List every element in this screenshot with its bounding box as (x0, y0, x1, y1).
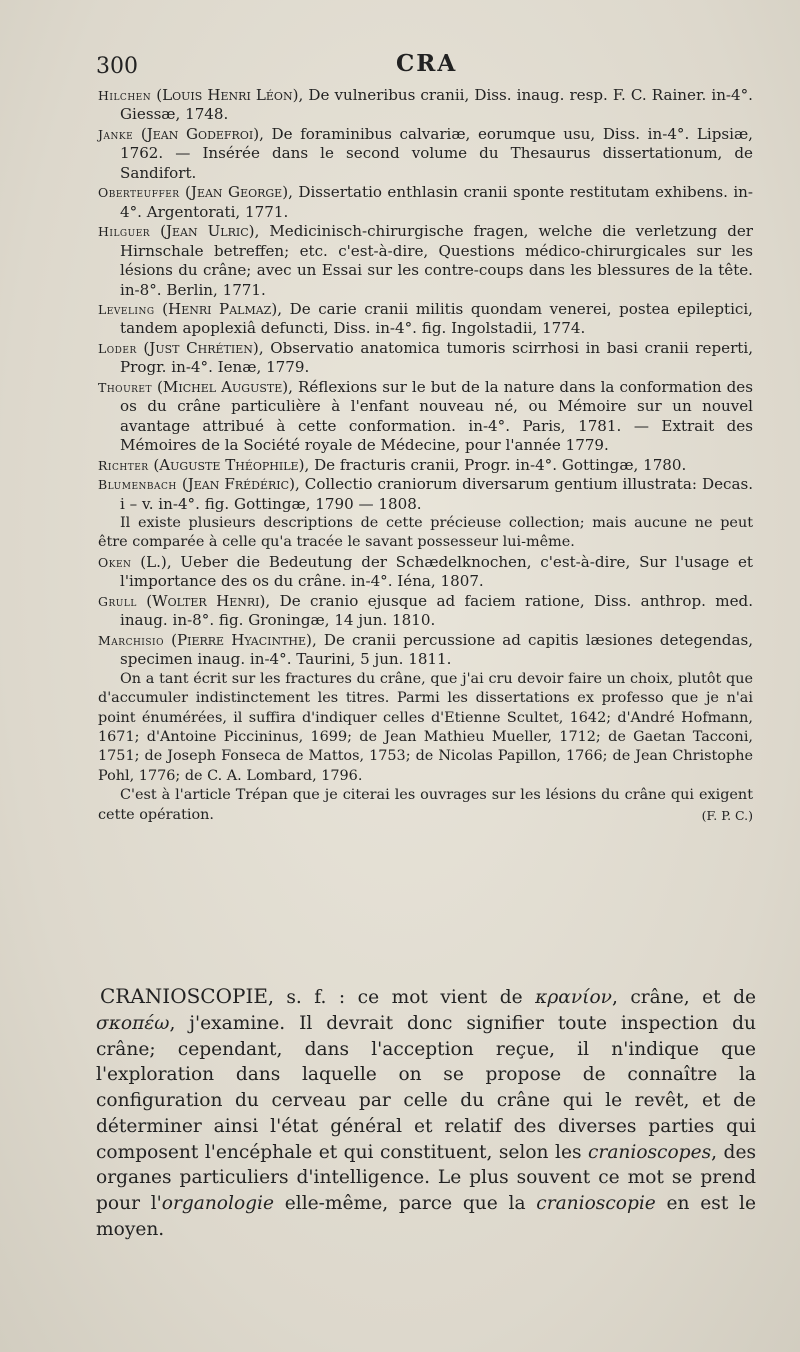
bibliography-entry (98, 125, 753, 183)
author-forename: (Jean Frédéric) (181, 475, 295, 494)
entry-text: , Medicinisch-chirurgische fragen, welche die verletzung der Hirnschale betreffen; etc. c'est-à-dire, Questions médico-chirurgicales sur les lésions du crâne; avec un Essai sur les contre-coups dans les blessures de la tête. in-8°. Berlin, 1771. (120, 222, 754, 299)
article-text-3: , j'examine. Il devrait donc signifier toute inspection du crâne; cependant, dans l'acception reçue, il n'indique que l'exploration dans laquelle on se propose de connaître la configuration du cerveau par celle du crâne qui le revêt, et de déterminer ainsi l'état général et relatif des diverses parties qui composent l'encéphale et qui constituent, selon les (96, 1012, 756, 1163)
author-surname: Thouret (98, 379, 152, 395)
author-forename: (L.) (140, 552, 167, 571)
article-text-2: , crâne, et de (611, 987, 756, 1008)
bibliography-entry (98, 553, 753, 592)
greek-word-2: σκοπέω (96, 1012, 170, 1034)
greek-word-1: κρανίον (535, 987, 612, 1008)
author-surname: Grull (98, 593, 137, 609)
closing-note-2 (98, 786, 753, 825)
blumenbach-note: Il existe plusieurs descriptions de cette précieuse collection; mais aucune ne peut être comparée à celle qu'a tracée le savant possesseur lui-même. (98, 514, 753, 551)
cranioscopie-article (96, 984, 756, 1243)
author-surname: Hilguer (98, 224, 151, 240)
closing-note-1: On a tant écrit sur les fractures du crâne, que j'ai cru devoir faire un choix, plutôt que d'accumuler indistinctement les titres. Parmi les dissertations ex professo que je n'ai point énumérées, il suffira d'indiquer celles d'Etienne Scultet, 1642; d'André Hofmann, 1671; d'Antoine Piccininus, 1699; de Jean Mathieu Mueller, 1712; de Gaetan Tacconi, 1751; de Joseph Fonseca de Mattos, 1753; de Nicolas Papillon, 1766; de Jean Christophe Pohl, 1776; de C. A. Lombard, 1796. (98, 670, 753, 784)
bibliography-entry (98, 222, 753, 300)
bibliography-entry (98, 339, 753, 378)
entry-text: , Réflexions sur le but de la nature dans la conformation des os du crâne particulière à l'enfant nouveau né, ou Mémoire sur un nouvel avantage attribué à cette conformation. in-4°. Paris, 1781. — Extrait des Mémoires de la Société royale de Médecine, pour l'année 1779. (120, 377, 753, 455)
author-forename: (Just Chrétien) (143, 338, 259, 357)
author-surname: Oken (98, 554, 132, 570)
entry-text: , Ueber die Bedeutung der Schædelknochen, c'est-à-dire, Sur l'usage et l'importance des os du crâne. in-4°. Iéna, 1807. (120, 552, 753, 591)
article-text-1: , s. f. : ce mot vient de (267, 987, 536, 1008)
author-forename: (Michel Auguste) (157, 377, 289, 396)
running-head: CRA (396, 50, 458, 77)
entry-text: , Collectio craniorum diversarum gentium illustrata: Decas. i – v. in-4°. fig. Gottingæ, 1790 — 1808. (120, 475, 753, 513)
entry-text: , De fracturis cranii, Progr. in-4°. Gottingæ, 1780. (304, 455, 687, 474)
headword: CRANIOSCOPIE (100, 984, 268, 1008)
italic-organologie: organologie (161, 1193, 274, 1214)
entry-text: , Dissertatio enthlasin cranii sponte restitutam exhibens. in-4°. Argentorati, 1771. (120, 183, 753, 221)
author-forename: (Auguste Théophile) (153, 455, 305, 474)
author-forename: (Louis Henri Léon) (156, 86, 299, 104)
entry-text: , De cranio ejusque ad faciem ratione, Diss. anthrop. med. inaug. in-8°. fig. Groningæ, 14 jun. 1810. (120, 591, 753, 630)
author-forename: (Pierre Hyacinthe) (171, 630, 312, 649)
italic-cranioscopes: cranioscopes (588, 1141, 712, 1163)
bibliography-entry (98, 456, 753, 475)
bibliography-entry (98, 378, 753, 456)
bibliography-entry (98, 475, 753, 514)
author-forename: (Wolter Henri) (146, 591, 266, 610)
author-surname: Richter (98, 457, 149, 473)
entry-text: , De vulneribus cranii, Diss. inaug. resp. F. C. Rainer. in-4°. Giessæ, 1748. (120, 86, 753, 124)
author-forename: (Jean Godefroi) (140, 124, 260, 143)
bibliography-entry (98, 300, 753, 339)
author-surname: Hilchen (98, 88, 152, 103)
closing-note-2-text: C'est à l'article Trépan que je citerai les ouvrages sur les lésions du crâne qui exigent cette opération. (98, 787, 753, 823)
page-header (96, 50, 746, 90)
author-surname: Janke (98, 126, 134, 142)
entries-group-2 (98, 553, 753, 670)
bibliography-entry (98, 592, 753, 631)
signature: (F. P. C.) (701, 807, 753, 823)
author-surname: Blumenbach (98, 477, 177, 493)
bibliography-entry (98, 631, 753, 670)
page-number: 300 (96, 54, 138, 79)
entry-text: , De carie cranii militis quondam venerei, postea epileptici, tandem apoplexiâ defuncti, Diss. in-4°. fig. Ingolstadii, 1774. (120, 299, 753, 338)
bibliography-entry (98, 183, 753, 222)
bibliography-entry (98, 86, 753, 125)
article-text-4: , des organes particuliers d'intelligence. Le plus souvent ce mot se prend pour l' (96, 1141, 756, 1214)
entry-text: , De cranii percussione ad capitis læsiones detegendas, specimen inaug. in-4°. Taurini, 5 jun. 1811. (120, 630, 753, 669)
article-text-5: elle-même, parce que la (274, 1193, 537, 1214)
author-surname: Oberteuffer (98, 185, 180, 201)
entry-text: , De foraminibus calvariæ, eorumque usu, Diss. in-4°. Lipsiæ, 1762. — Insérée dans le second volume du Thesaurus dissertationum, de Sandifort. (120, 124, 753, 182)
bibliography-list (98, 86, 753, 825)
author-forename: (Jean George) (185, 183, 289, 202)
author-surname: Marchisio (98, 632, 164, 648)
author-surname: Loder (98, 340, 137, 356)
article-text-6: en est le moyen. (96, 1193, 756, 1240)
entry-text: , Observatio anatomica tumoris scirrhosi in basi cranii reperti, Progr. in-4°. Ienæ, 1779. (120, 338, 753, 377)
cranioscopie-paragraph (96, 984, 756, 1243)
author-surname: Leveling (98, 301, 155, 317)
author-forename: (Henri Palmaz) (162, 299, 278, 318)
author-forename: (Jean Ulric) (160, 222, 255, 241)
italic-cranioscopie: cranioscopie (536, 1193, 656, 1214)
entries-group-1 (98, 86, 753, 514)
